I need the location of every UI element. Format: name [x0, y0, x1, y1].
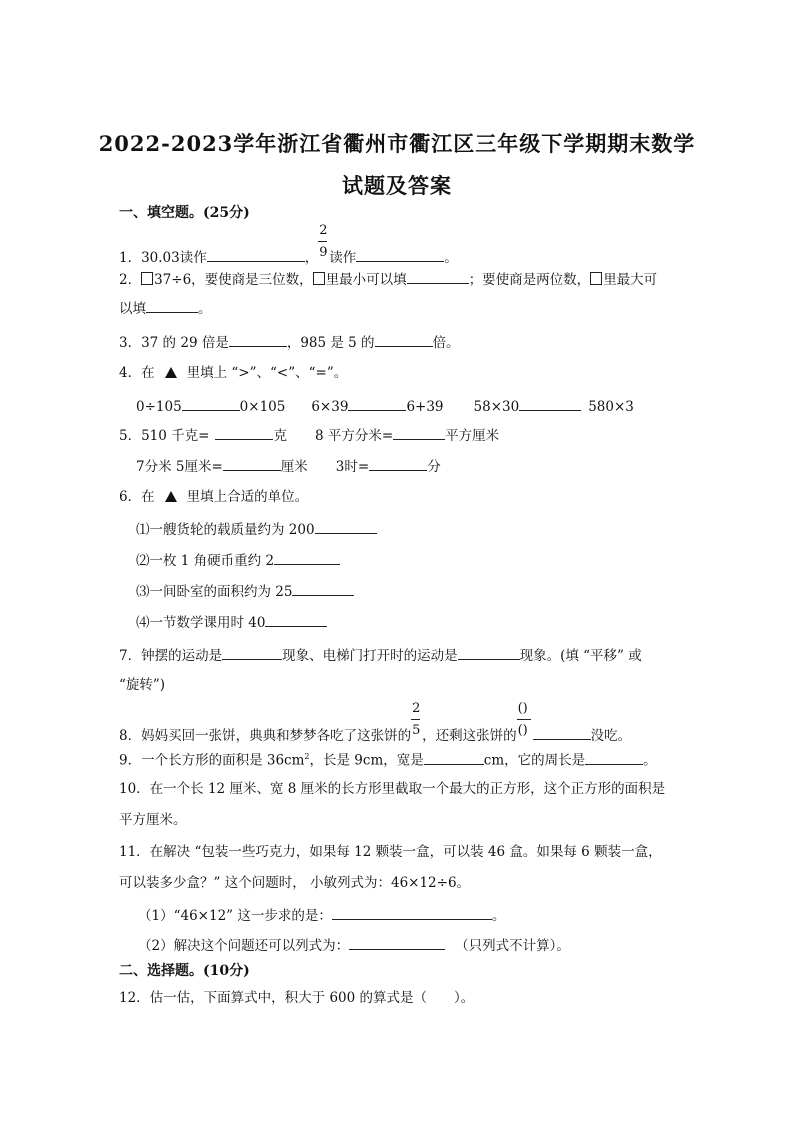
q6-blank-1[interactable]	[315, 520, 377, 534]
q8-fraction-2	[517, 701, 532, 740]
q4-text-b: 里填上 “>”、“<”、“=”。	[186, 365, 348, 381]
q5-blank-4[interactable]	[369, 457, 427, 471]
q5-text-b: 克	[273, 428, 287, 444]
q2-blank-2[interactable]	[146, 299, 198, 313]
document-title-line1: 2022-2023学年浙江省衢州市衢江区三年级下学期期末数学	[98, 131, 696, 156]
section2-heading: 二、选择题。(10分)	[119, 963, 250, 979]
q1-text-a: 1．30.03读作	[119, 250, 207, 266]
q3-text-c: 倍。	[432, 335, 460, 351]
q8-blank[interactable]	[533, 726, 591, 740]
q4-item2-a: 6×39	[311, 399, 349, 415]
q11-part2-end: （只列式不计算）。	[455, 938, 570, 954]
question-4-items	[136, 397, 634, 416]
q5-text-h: 分	[427, 459, 441, 475]
question-8	[119, 701, 632, 745]
q8-fraction-1	[412, 701, 421, 740]
q2-text-b: 37÷6，要使商是三位数，	[154, 272, 313, 288]
q1-blank-1[interactable]	[207, 248, 305, 262]
q3-blank-1[interactable]	[229, 333, 287, 347]
q8-text-a: 8．妈妈买回一张饼，典典和梦梦各吃了这张饼的	[119, 728, 412, 744]
section1-heading: 一、填空题。(25分)	[119, 205, 250, 221]
question-6-item4	[136, 613, 327, 632]
q10-text-b: 平方厘米。	[119, 812, 187, 828]
q9-text-b: ，长是 9cm，宽是	[309, 752, 424, 769]
q6-item2-text: ⑵一枚 1 角硬币重约 2	[136, 553, 275, 569]
q11-blank-1[interactable]	[332, 906, 492, 920]
q8-frac-num: 2	[412, 701, 421, 716]
q9-end: 。	[643, 752, 657, 769]
q5-blank-1[interactable]	[215, 426, 273, 440]
question-12	[119, 989, 474, 1007]
q6-blank-4[interactable]	[265, 613, 327, 627]
q4-blank-2[interactable]	[348, 397, 406, 411]
q1-end: 。	[444, 250, 458, 266]
q5-blank-3[interactable]	[223, 457, 281, 471]
q9-text-c: cm，它的周长是	[483, 752, 586, 769]
q9-blank-1[interactable]	[424, 751, 484, 765]
q1-comma: ，	[304, 250, 319, 266]
q4-item1-a: 0÷105	[136, 399, 182, 415]
q11-blank-2[interactable]	[349, 936, 445, 950]
question-4	[119, 364, 347, 382]
q4-item1-b: 0×105	[239, 399, 286, 415]
q5-text-f: 厘米	[280, 459, 308, 475]
q7-blank-2[interactable]	[458, 646, 520, 660]
question-11-part1	[138, 906, 505, 925]
q4-item3-b: 580×3	[588, 399, 634, 415]
question-2-cont	[119, 299, 212, 318]
q3-text-b: ，985 是 5 的	[286, 335, 375, 351]
q7-text-a: 7．钟摆的运动是	[119, 648, 223, 664]
q3-text-a: 3．37 的 29 倍是	[119, 335, 229, 351]
question-5-cont	[136, 457, 441, 476]
q5-text-d: 平方厘米	[445, 428, 500, 444]
q8-text-c: 没吃。	[590, 728, 632, 744]
q11-part2-text: （2）解决这个问题还可以列式为：	[138, 938, 350, 954]
q4-text-a: 4．在	[119, 365, 155, 381]
q2-text-f: 以填	[119, 301, 146, 317]
q1-blank-2[interactable]	[356, 248, 444, 262]
q2-box-2	[313, 272, 325, 285]
q4-blank-1[interactable]	[182, 397, 240, 411]
q2-num: 2．	[119, 272, 142, 288]
q6-text-a: 6．在	[119, 489, 155, 505]
q11-text-a: 11．在解决 “包装一些巧克力，如果每 12 颗装一盒，可以装 46 盒。如果每 6 颗装一盒，	[119, 844, 662, 860]
question-11-part2	[138, 936, 570, 955]
q6-item1-text: ⑴一艘货轮的载质量约为 200	[136, 522, 315, 538]
q9-blank-2[interactable]	[585, 751, 643, 765]
question-2	[119, 270, 657, 289]
q11-part1-end: 。	[491, 908, 506, 924]
q11-part1-text: （1）“46×12” 这一步求的是：	[138, 908, 332, 924]
q2-text-c: 里最小可以填	[325, 272, 407, 288]
q3-blank-2[interactable]	[375, 333, 433, 347]
q7-text-c: 现象。(填 “平移” 或	[519, 648, 642, 664]
q4-blank-3[interactable]	[519, 397, 581, 411]
q8-frac-den: 5	[412, 723, 421, 738]
q2-text-e: 里最大可	[603, 272, 658, 288]
q1-fraction	[319, 223, 328, 262]
question-6-item3	[136, 582, 354, 601]
triangle-icon	[165, 367, 177, 378]
q6-text-b: 里填上合适的单位。	[186, 489, 309, 505]
q5-text-e: 7分米 5厘米=	[136, 459, 223, 475]
q1-text-b: 读作	[329, 250, 357, 266]
question-11-cont	[119, 874, 470, 892]
question-9	[119, 748, 657, 770]
q1-frac-num: 2	[319, 223, 328, 238]
document-title-line2: 试题及答案	[342, 173, 452, 198]
q6-item3-text: ⑶一间卧室的面积约为 25	[136, 584, 293, 600]
q7-text-b: 现象、电梯门打开时的运动是	[282, 648, 458, 664]
question-7	[119, 646, 642, 665]
q2-box-1	[141, 272, 153, 285]
q1-frac-den: 9	[319, 245, 328, 260]
q7-blank-1[interactable]	[222, 646, 282, 660]
question-6-item2	[136, 551, 340, 570]
question-10-cont	[119, 811, 187, 829]
question-6	[119, 488, 308, 506]
q9-text-a: 9．一个长方形的面积是 36cm	[119, 752, 305, 769]
q7-text-d: “旋转”)	[119, 677, 166, 693]
q2-end: 。	[198, 301, 212, 317]
q10-text-a: 10．在一个长 12 厘米、宽 8 厘米的长方形里截取一个最大的正方形，这个正方形的面积是	[119, 781, 666, 797]
question-3	[119, 333, 460, 352]
q6-blank-2[interactable]	[274, 551, 340, 565]
question-6-item1	[136, 520, 377, 539]
q8-frac2-den: ()	[517, 723, 528, 738]
question-5	[119, 426, 499, 445]
q2-blank-1[interactable]	[407, 270, 469, 284]
q9-superscript: 2	[304, 752, 310, 761]
q4-item2-b: 6+39	[406, 399, 444, 415]
question-11	[119, 843, 662, 861]
question-7-cont	[119, 676, 165, 694]
question-10	[119, 780, 665, 798]
q5-text-g: 3时=	[335, 459, 370, 475]
q5-blank-2[interactable]	[393, 426, 445, 440]
q8-text-b: ，还剩这张饼的	[422, 728, 517, 744]
q5-text-c: 8 平方分米=	[314, 428, 394, 444]
q12-text: 12．估一估，下面算式中，积大于 600 的算式是（ ）。	[119, 990, 475, 1006]
q11-text-b: 可以装多少盒？” 这个问题时， 小敏列式为：46×12÷6。	[119, 875, 471, 891]
q2-box-3	[590, 272, 602, 285]
triangle-icon	[165, 491, 177, 502]
q4-item3-a: 58×30	[473, 399, 520, 415]
q6-blank-3[interactable]	[292, 582, 354, 596]
q8-frac2-num: ()	[517, 701, 528, 716]
q6-item4-text: ⑷一节数学课用时 40	[136, 615, 266, 631]
q2-text-d: ；要使商是两位数，	[468, 272, 591, 288]
question-1	[119, 223, 458, 267]
q5-text-a: 5．510 千克=	[119, 428, 210, 444]
